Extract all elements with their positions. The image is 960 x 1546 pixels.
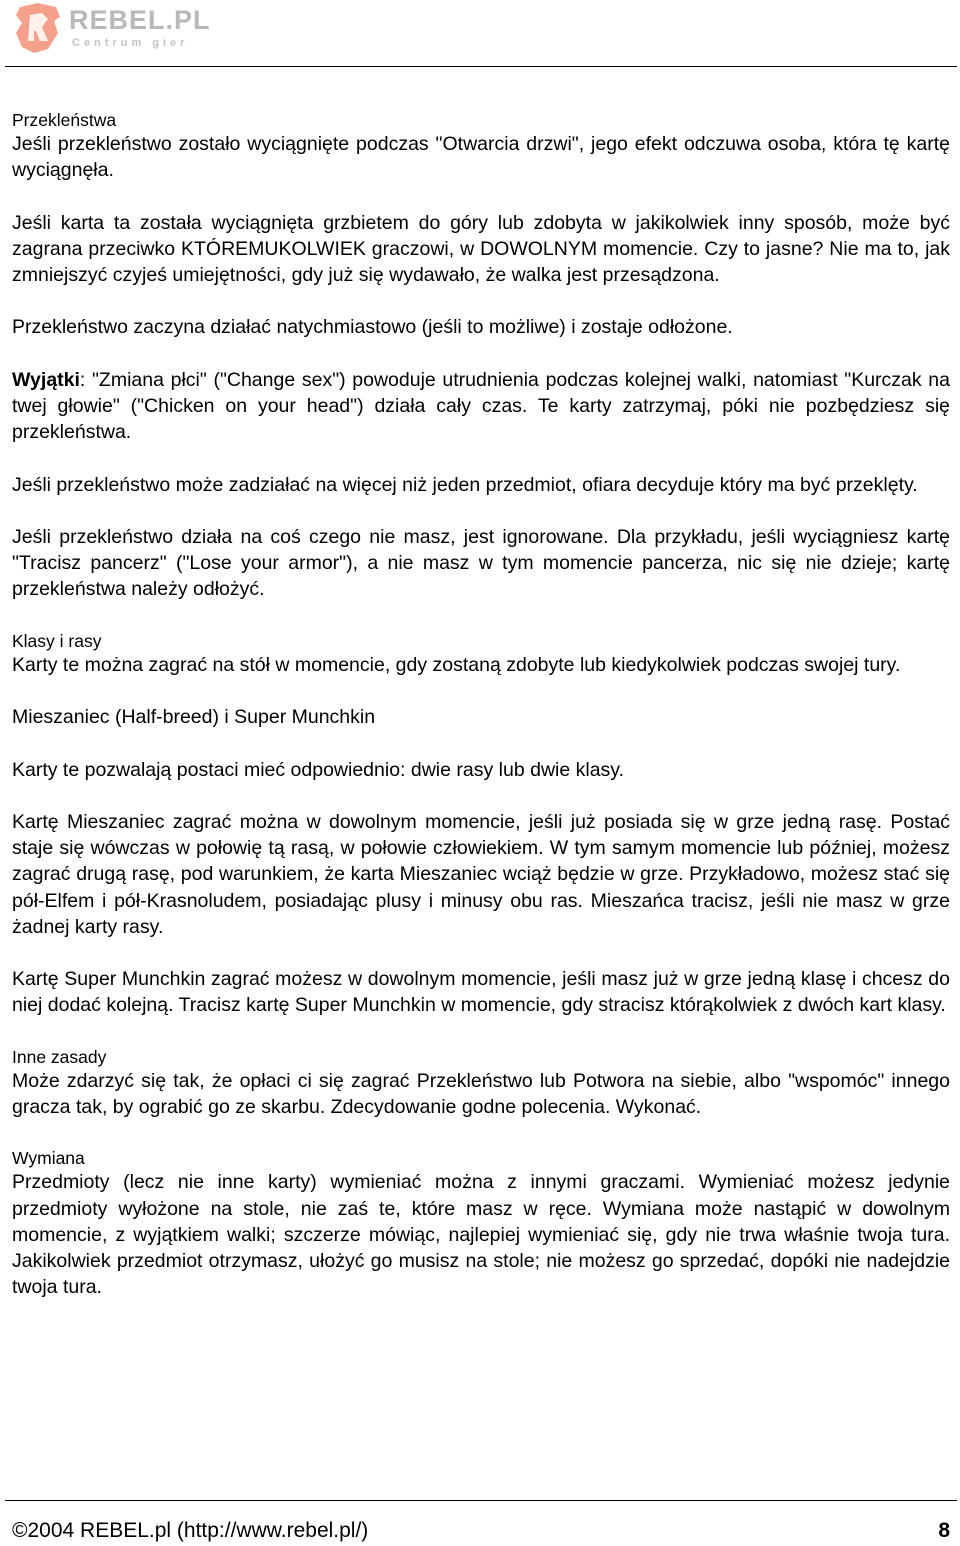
paragraph: Karty te można zagrać na stół w momencie, gdy zostaną zdobyte lub kiedykolwiek podczas swojej tury. xyxy=(12,653,901,676)
paragraph: Przedmioty (lecz nie inne karty) wymieniać można z innymi graczami. Wymieniać możesz jedynie przedmioty wyłożone na stole, nie zaś te, które masz w ręce. Wymiana może nastąpić w dowolnym momencie, z wyjątkiem walki; szczerze mówiąc, najlepiej wymieniać się, gdy nie trwa właśnie twoja tura. Jakikolwiek przedmiot otrzymasz, ułożyć go musisz na stole; nie możesz go sprzedać, dopóki nie nadejdzie twoja tura. xyxy=(12,1171,950,1299)
paragraph: Jeśli przekleństwo zostało wyciągnięte podczas "Otwarcia drzwi", jego efekt odczuwa osoba, która tę kartę wyciągnęła. xyxy=(12,133,950,182)
section-heading-curses: Przekleństwa xyxy=(12,110,117,130)
paragraph: Jeśli przekleństwo może zadziałać na więcej niż jeden przedmiot, ofiara decyduje który ma być przeklęty. xyxy=(12,473,918,496)
rebel-logo xyxy=(14,3,211,55)
paragraph: Mieszaniec (Half-breed) i Super Munchkin xyxy=(12,706,376,729)
page-header xyxy=(0,0,960,68)
page-number: 8 xyxy=(938,1519,950,1542)
exceptions-text: : "Zmiana płci" ("Change sex") powoduje utrudnienia podczas kolejnej walki, natomiast "Kurczak na twej głowie" ("Chicken on your head") działa cały czas. Te karty zatrzymaj, póki nie pozbędziesz się przekleństwa. xyxy=(12,368,950,444)
document-body xyxy=(12,108,950,1300)
header-divider xyxy=(5,66,957,67)
paragraph: Może zdarzyć się tak, że opłaci ci się zagrać Przekleństwo lub Potwora na siebie, albo "wspomóc" innego gracza tak, by ograbić go ze skarbu. Zdecydowanie godne polecenia. Wykonać. xyxy=(12,1069,950,1118)
rebel-logo-icon xyxy=(14,3,62,53)
exceptions-label: Wyjątki xyxy=(12,368,80,391)
logo-subtitle: Centrum gier xyxy=(72,37,189,49)
paragraph: Kartę Super Munchkin zagrać możesz w dowolnym momencie, jeśli masz już w grze jedną klasę i chcesz do niej dodać kolejną. Tracisz kartę Super Munchkin w momencie, gdy stracisz którąkolwiek z dwóch kart klasy. xyxy=(12,968,950,1017)
section-heading-other-rules: Inne zasady xyxy=(12,1046,107,1067)
footer-divider xyxy=(5,1500,957,1501)
paragraph: Karty te pozwalają postaci mieć odpowiednio: dwie rasy lub dwie klasy. xyxy=(12,758,625,781)
paragraph-exceptions xyxy=(12,367,950,446)
section-heading-trading: Wymiana xyxy=(12,1148,85,1169)
page-footer xyxy=(12,1516,950,1546)
paragraph: Jeśli przekleństwo działa na coś czego nie masz, jest ignorowane. Dla przykładu, jeśli wyciągniesz kartę "Tracisz pancerz" ("Lose your armor"), a nie masz w tym momencie pancerza, nic się nie dzieje; kartę przekleństwa należy odłożyć. xyxy=(12,525,950,601)
paragraph: Kartę Mieszaniec zagrać można w dowolnym momencie, jeśli już posiada się w grze jedną rasę. Postać staje się wówczas w połowię tą rasą, w połowie człowiekiem. W tym samym momencie lub później, możesz zagrać drugą rasę, pod warunkiem, że karta Mieszaniec wciąż będzie w grze. Przykładowo, możesz stać się pół-Elfem i pół-Krasnoludem, posiadając plusy i minusy obu ras. Mieszańca tracisz, jeśli nie masz w grze żadnej karty rasy. xyxy=(12,810,950,938)
paragraph: Przekleństwo zaczyna działać natychmiastowo (jeśli to możliwe) i zostaje odłożone. xyxy=(12,316,733,339)
footer-copyright: ©2004 REBEL.pl (http://www.rebel.pl/) xyxy=(12,1519,369,1542)
logo-text: REBEL.PL xyxy=(69,5,211,35)
section-heading-classes-races: Klasy i rasy xyxy=(12,630,102,651)
paragraph: Jeśli karta ta została wyciągnięta grzbietem do góry lub zdobyta w jakikolwiek inny sposób, może być zagrana przeciwko KTÓREMUKOLWIEK graczowi, w DOWOLNYM momencie. Czy to jasne? Nie ma to, jak zmniejszyć czyjeś umiejętności, gdy już się wydawało, że walka jest przesądzona. xyxy=(12,211,950,286)
